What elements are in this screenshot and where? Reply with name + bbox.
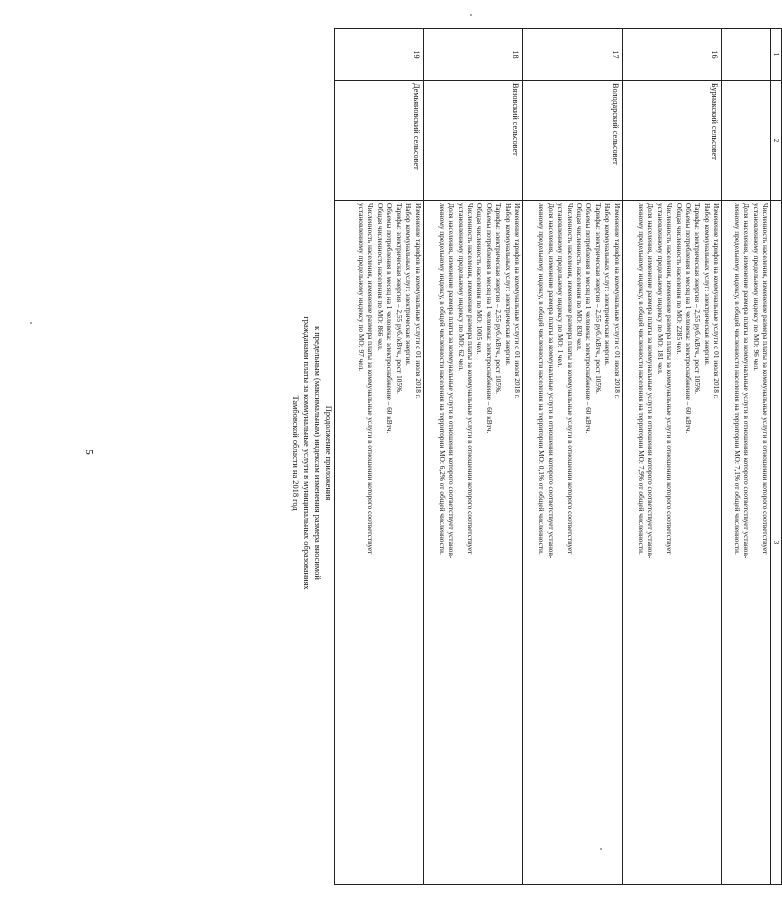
heading-line: гражданами платы за коммунальные услуги в муниципальных образованиях bbox=[302, 316, 311, 590]
description-line: установленному предельному индексу по МО: 1 чел. bbox=[556, 203, 566, 368]
description-line: установленному предельному индексу по МО: 181 чел. bbox=[655, 203, 665, 375]
table-row bbox=[523, 29, 623, 885]
description-line: Объемы потребления в месяц на 1 человека: электроснабжение – 60 кВтч. bbox=[684, 203, 694, 434]
row-number: 16 bbox=[622, 29, 722, 81]
description-line: установленному предельному индексу по МО: 96 чел. bbox=[751, 203, 761, 371]
scan-speck bbox=[30, 322, 32, 324]
heading-line: Тамбовской области на 2018 год bbox=[291, 395, 300, 511]
municipality-name: Бурнакский сельсовет bbox=[622, 81, 722, 201]
heading-line: к предельным (максимальным) индексам изменения размера вносимой bbox=[313, 326, 322, 580]
tariff-description bbox=[423, 201, 523, 885]
description-line: Общая численность населения по МО: 1005 чел. bbox=[475, 203, 485, 355]
description-line: Изменение тарифов на коммунальные услуги с 01 июля 2018 г. bbox=[712, 203, 722, 399]
description-line: Доля населения, изменение размера платы за коммунальные услуги в отношении которого соответствует установ- bbox=[546, 203, 556, 559]
page-number: 5 bbox=[83, 449, 95, 455]
municipality-name bbox=[722, 81, 771, 201]
header-cell: 1 bbox=[771, 29, 782, 81]
table-body bbox=[335, 29, 771, 885]
description-line: Изменение тарифов на коммунальные услуги с 01 июля 2018 г. bbox=[513, 203, 523, 399]
description-line: Доля населения, изменение размера платы за коммунальные услуги в отношении которого соответствует установ- bbox=[447, 203, 457, 559]
description-line: Изменение тарифов на коммунальные услуги с 01 июля 2018 г. bbox=[413, 203, 423, 399]
description-line: установленному предельному индексу по МО: 62 чел. bbox=[456, 203, 466, 371]
description-line: Набор коммунальных услуг: электрическая энергия. bbox=[603, 203, 613, 366]
description-line: Численность населения, изменение размера платы за коммунальные услуги в отношении которого соответствует bbox=[761, 203, 770, 555]
row-number bbox=[722, 29, 771, 81]
description-line: Доля населения, изменение размера платы за коммунальные услуги в отношении которого соответствует установ- bbox=[646, 203, 656, 559]
tariff-table-container bbox=[334, 28, 782, 884]
description-line: Изменение тарифов на коммунальные услуги с 01 июля 2018 г. bbox=[612, 203, 622, 399]
description-line: ленному предельному индексу, в общей численности населения на территории МО: 7,9% от общей численности. bbox=[637, 203, 647, 555]
description-line: Объемы потребления в месяц на 1 человека: электроснабжение – 60 кВтч. bbox=[484, 203, 494, 434]
header-cell: 2 bbox=[771, 81, 782, 201]
description-line: ленному предельному индексу, в общей численности населения на территории МО: 7,1% от общей численности. bbox=[732, 203, 742, 555]
description-line: Набор коммунальных услуг: электрическая энергия. bbox=[702, 203, 712, 366]
table-row bbox=[722, 29, 771, 885]
description-line: Объемы потребления в месяц на 1 человека: электроснабжение – 60 кВтч. bbox=[385, 203, 395, 434]
table-header-row bbox=[771, 29, 782, 885]
scan-speck bbox=[470, 14, 472, 16]
description-line: ленному предельному индексу, в общей численности населения на территории МО: 0,1% от общей численности. bbox=[537, 203, 547, 555]
description-line: Тарифы: электрическая энергия – 2,55 руб./кВтч., рост 105%. bbox=[494, 203, 504, 394]
document-heading bbox=[290, 143, 334, 763]
row-number: 17 bbox=[523, 29, 623, 81]
municipality-name: Вязовский сельсовет bbox=[423, 81, 523, 201]
row-number: 18 bbox=[423, 29, 523, 81]
description-line: Общая численность населения по МО: 2285 чел. bbox=[674, 203, 684, 355]
tariff-description bbox=[523, 201, 623, 885]
table-row bbox=[423, 29, 523, 885]
description-line: Численность населения, изменение размера платы за коммунальные услуги в отношении которого соответствует bbox=[665, 203, 675, 555]
municipality-name: Демьяновский сельсовет bbox=[335, 81, 424, 201]
description-line: Набор коммунальных услуг: электрическая энергия. bbox=[503, 203, 513, 366]
row-number: 19 bbox=[335, 29, 424, 81]
description-line: Набор коммунальных услуг: электрическая энергия. bbox=[404, 203, 414, 366]
table-row bbox=[622, 29, 722, 885]
scan-speck bbox=[600, 848, 602, 850]
tariff-table bbox=[334, 28, 782, 885]
municipality-name: Володарский сельсовет bbox=[523, 81, 623, 201]
description-line: Тарифы: электрическая энергия – 2,55 руб./кВтч., рост 105%. bbox=[693, 203, 703, 394]
tariff-description bbox=[722, 201, 771, 885]
description-line: установленному предельному индексу по МО: 97 чел. bbox=[357, 203, 367, 371]
table-row bbox=[335, 29, 424, 885]
tariff-description bbox=[335, 201, 424, 885]
description-line: Численность населения, изменение размера платы за коммунальные услуги в отношении которого соответствует bbox=[565, 203, 575, 555]
description-line: ленному предельному индексу, в общей численности населения на территории МО: 6,2% от общей численности. bbox=[437, 203, 447, 555]
description-line: Тарифы: электрическая энергия – 2,55 руб./кВтч., рост 105%. bbox=[593, 203, 603, 394]
header-cell: 3 bbox=[771, 201, 782, 885]
description-line: Общая численность населения по МО: 866 чел. bbox=[375, 203, 385, 351]
description-line: Общая численность населения по МО: 830 чел. bbox=[575, 203, 585, 351]
tariff-description bbox=[622, 201, 722, 885]
description-line: Тарифы: электрическая энергия – 2,55 руб./кВтч., рост 105%. bbox=[394, 203, 404, 394]
description-line: Численность населения, изменение размера платы за коммунальные услуги в отношении которого соответствует bbox=[466, 203, 476, 555]
description-line: Доля населения, изменение размера платы за коммунальные услуги в отношении которого соответствует установ- bbox=[742, 203, 752, 559]
description-line: Объемы потребления в месяц на 1 человека: электроснабжение – 60 кВтч. bbox=[584, 203, 594, 434]
description-line: Численность населения, изменение размера платы за коммунальные услуги в отношении которого соответствует bbox=[366, 203, 376, 555]
heading-line: Продолжение приложения bbox=[324, 405, 333, 501]
